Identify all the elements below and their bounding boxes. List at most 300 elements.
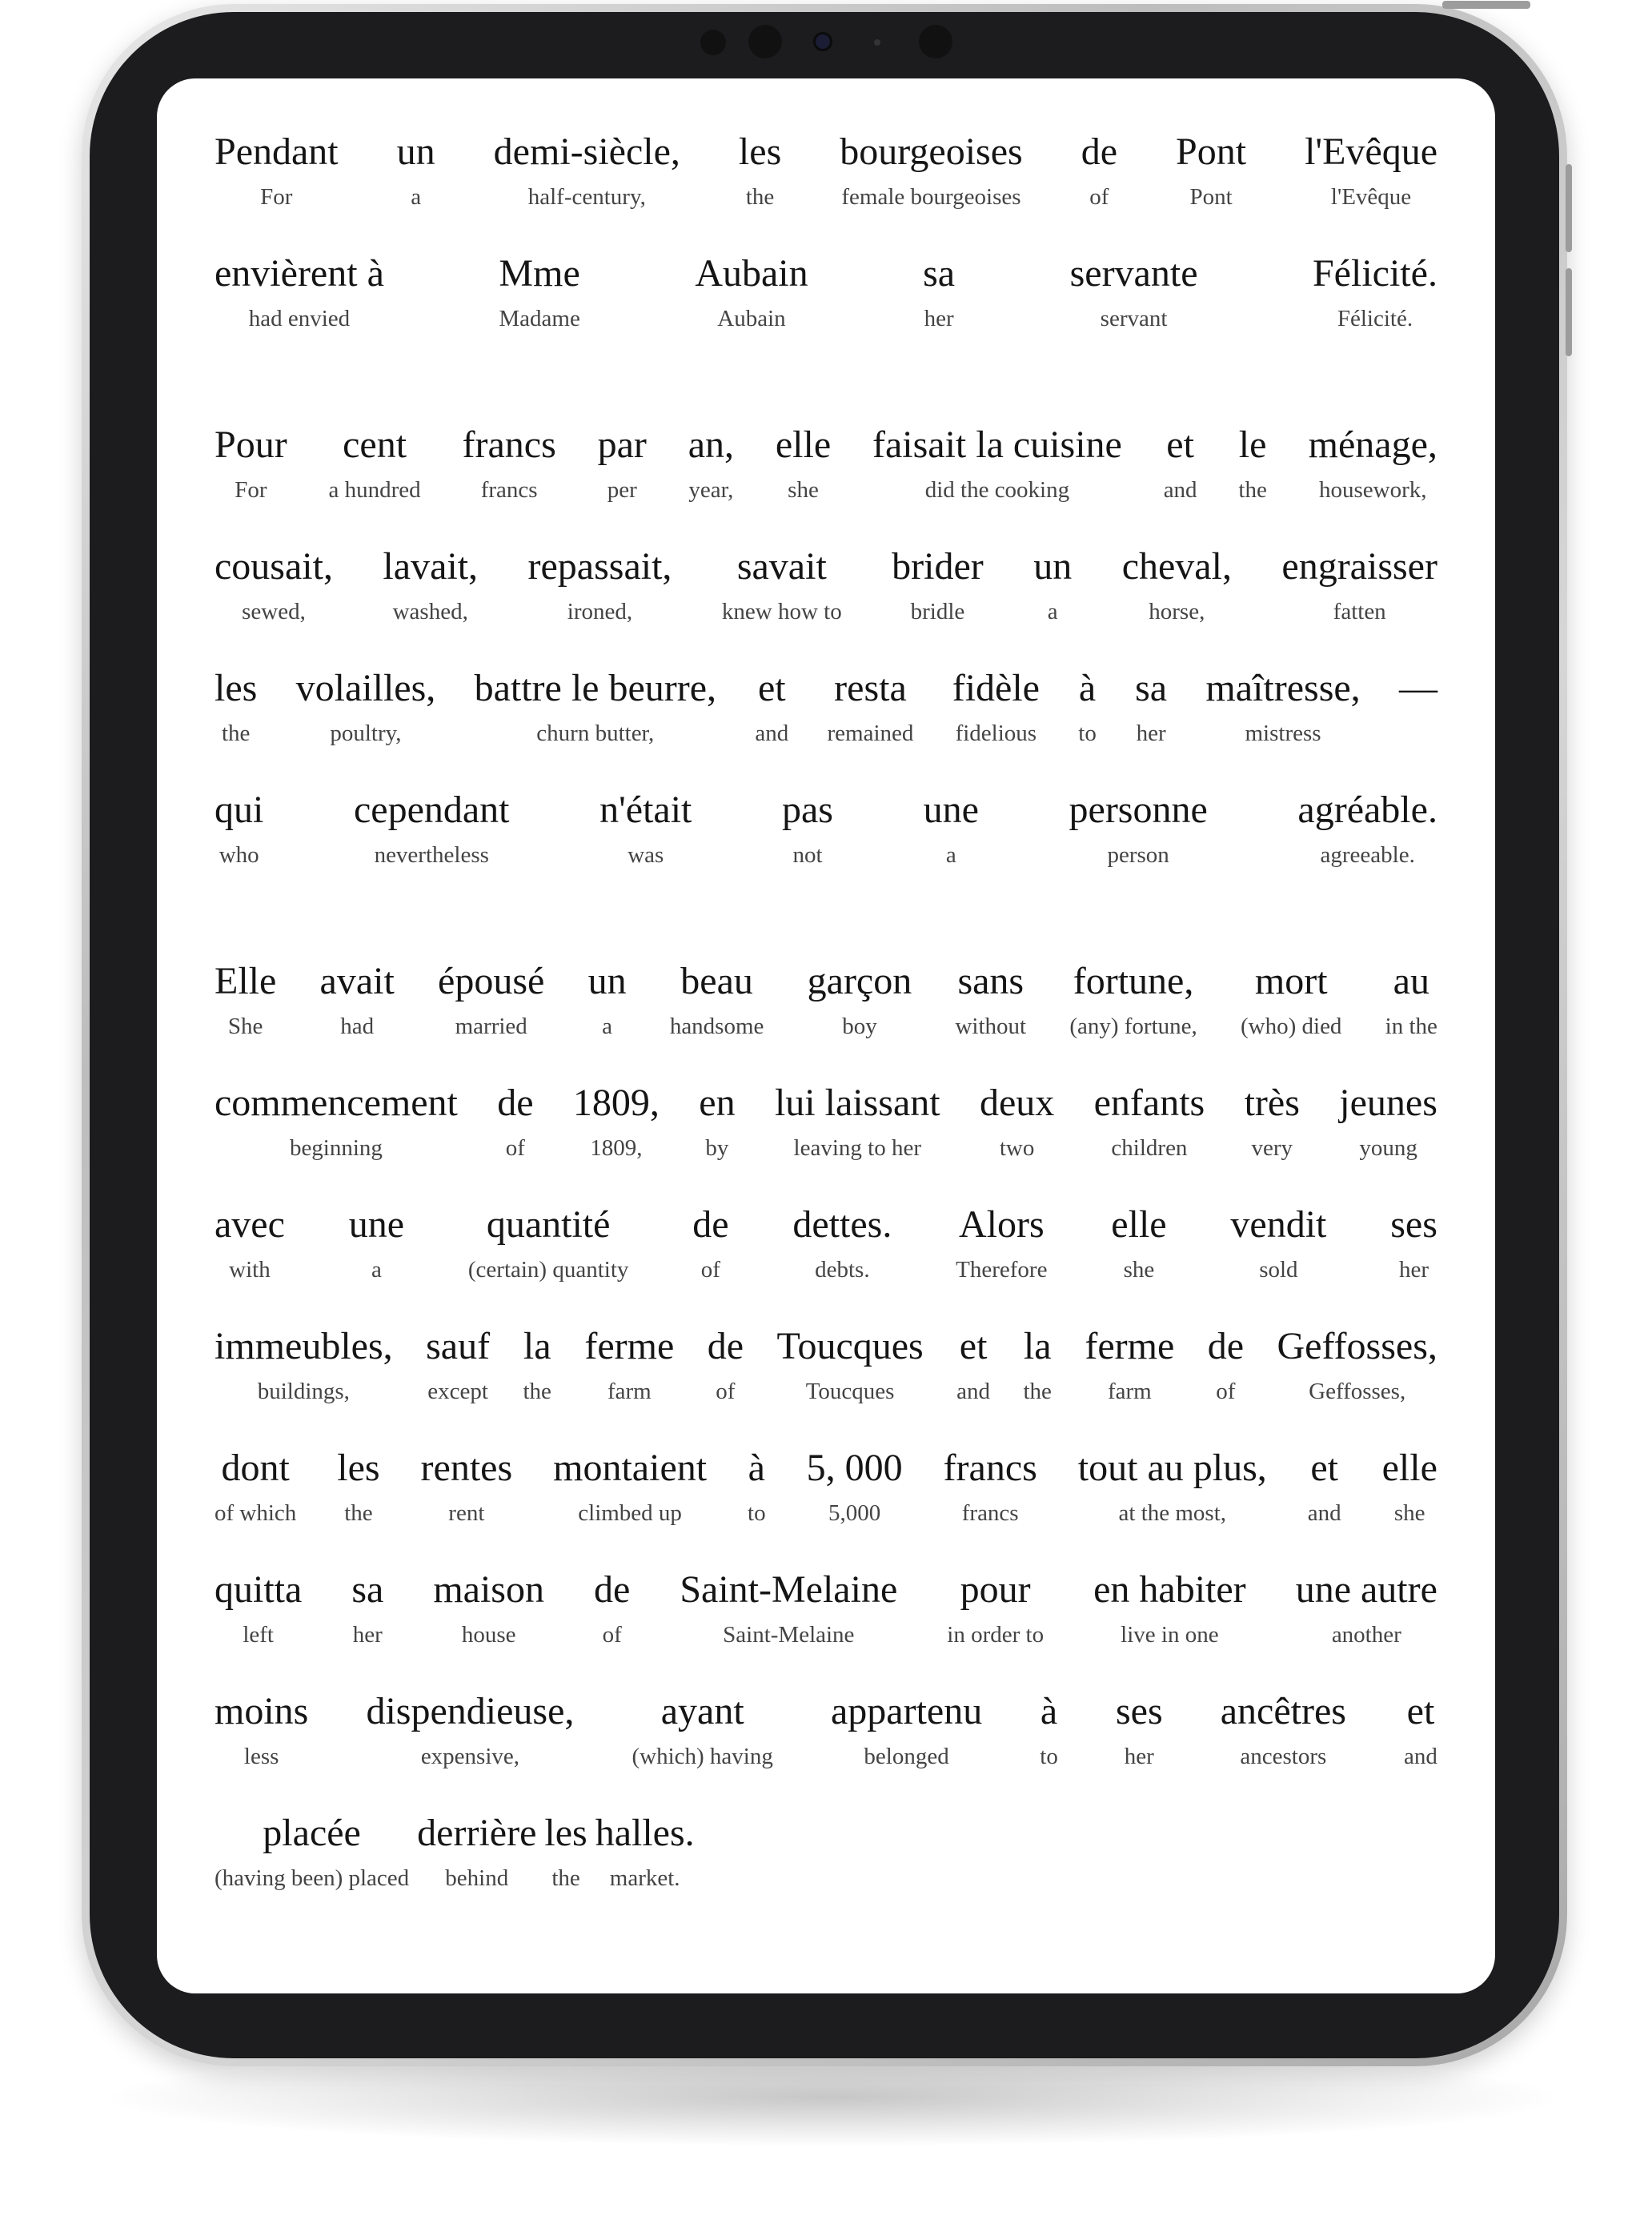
word-pair[interactable] — [468, 1199, 629, 1286]
english-gloss: who — [219, 842, 259, 868]
french-word: cousait, — [215, 545, 333, 588]
word-pair[interactable] — [1069, 956, 1197, 1042]
word-pair[interactable] — [980, 1078, 1054, 1164]
english-gloss: her — [1399, 1257, 1429, 1283]
word-pair[interactable] — [215, 1199, 285, 1286]
word-pair[interactable] — [497, 1078, 533, 1164]
english-gloss: the — [1023, 1379, 1052, 1404]
french-word: Geffosses, — [1277, 1325, 1437, 1367]
word-pair[interactable] — [1023, 1321, 1051, 1407]
word-pair[interactable] — [831, 1686, 982, 1772]
french-word: resta — [834, 667, 907, 709]
french-word: Elle — [215, 960, 277, 1002]
text-line — [215, 785, 1437, 906]
french-word: quantité — [486, 1203, 611, 1246]
french-word: tout au plus, — [1077, 1447, 1267, 1489]
word-pair[interactable] — [215, 1686, 308, 1772]
word-pair[interactable] — [337, 1443, 379, 1529]
word-pair[interactable] — [1070, 248, 1198, 335]
word-pair[interactable] — [670, 956, 764, 1042]
french-word: avec — [215, 1203, 285, 1246]
text-line — [215, 126, 1437, 248]
english-gloss: For — [235, 477, 267, 503]
english-gloss: the — [221, 721, 251, 746]
word-pair[interactable] — [1297, 785, 1437, 871]
french-word: Pont — [1176, 130, 1247, 173]
french-word: et — [959, 1325, 988, 1367]
english-gloss: belonged — [864, 1744, 949, 1769]
french-word: beau — [680, 960, 753, 1002]
english-gloss: washed, — [392, 599, 468, 624]
french-word: fortune, — [1073, 960, 1194, 1002]
french-word: épousé — [438, 960, 545, 1002]
english-gloss: francs — [480, 477, 538, 503]
english-gloss: of — [602, 1622, 622, 1648]
english-gloss: had envied — [248, 306, 351, 331]
english-gloss: her — [1124, 1744, 1154, 1769]
word-pair[interactable] — [688, 420, 734, 506]
french-word: repassait, — [527, 545, 672, 588]
word-pair[interactable] — [499, 248, 579, 335]
word-pair[interactable] — [320, 956, 395, 1042]
word-pair[interactable] — [215, 541, 333, 628]
french-word: commencement — [215, 1082, 458, 1124]
english-gloss: half-century, — [527, 184, 646, 210]
word-pair[interactable] — [1176, 126, 1246, 213]
word-pair[interactable] — [892, 541, 984, 628]
word-pair[interactable] — [544, 1808, 587, 1894]
english-gloss: poultry, — [330, 721, 402, 746]
text-line — [215, 248, 1437, 370]
french-word: dispendieuse, — [366, 1690, 575, 1732]
word-pair[interactable] — [599, 785, 692, 871]
french-word: une autre — [1295, 1568, 1437, 1611]
word-pair[interactable] — [1305, 126, 1437, 213]
english-gloss: with — [229, 1257, 271, 1283]
french-word: deux — [979, 1082, 1055, 1124]
french-word: la — [1023, 1325, 1052, 1367]
word-pair[interactable] — [1277, 1321, 1437, 1407]
word-pair[interactable] — [351, 1564, 383, 1651]
english-gloss: two — [999, 1135, 1035, 1161]
french-word: très — [1244, 1082, 1300, 1124]
word-pair[interactable] — [475, 663, 716, 749]
word-pair[interactable] — [329, 420, 421, 506]
english-gloss: ironed, — [567, 599, 633, 624]
english-gloss: servant — [1100, 306, 1168, 331]
word-pair[interactable] — [553, 1443, 707, 1529]
french-word: sa — [1135, 667, 1168, 709]
word-pair[interactable] — [1230, 1199, 1326, 1286]
word-pair[interactable] — [776, 420, 831, 506]
word-pair[interactable] — [215, 126, 339, 213]
word-pair[interactable] — [215, 248, 384, 335]
word-pair[interactable] — [955, 956, 1026, 1042]
english-gloss: sold — [1259, 1257, 1298, 1283]
french-word: derrière — [417, 1812, 537, 1854]
english-gloss: leaving to her — [793, 1135, 921, 1161]
french-word: sans — [957, 960, 1024, 1002]
word-pair[interactable] — [215, 1443, 296, 1529]
english-gloss: (certain) quantity — [467, 1257, 629, 1283]
text-line — [215, 1199, 1437, 1321]
french-word: et — [1310, 1447, 1338, 1489]
french-word: Félicité. — [1312, 252, 1437, 295]
french-word: appartenu — [830, 1690, 983, 1732]
english-gloss: (which) having — [632, 1744, 773, 1769]
word-pair[interactable] — [1081, 126, 1117, 213]
english-gloss: ancestors — [1240, 1744, 1327, 1769]
word-pair[interactable] — [680, 1564, 897, 1651]
word-pair[interactable] — [1116, 1686, 1163, 1772]
english-gloss: female bourgeoises — [841, 184, 1021, 210]
english-gloss: (having been) placed — [215, 1865, 410, 1891]
word-pair[interactable] — [776, 1321, 923, 1407]
english-gloss: horse, — [1149, 599, 1205, 624]
word-pair[interactable] — [595, 1808, 695, 1894]
english-gloss: Pont — [1189, 184, 1233, 210]
word-pair[interactable] — [924, 785, 979, 871]
word-pair[interactable] — [956, 1199, 1047, 1286]
english-gloss: climbed up — [578, 1500, 682, 1526]
word-pair[interactable] — [463, 420, 556, 506]
english-gloss: of — [716, 1379, 736, 1404]
word-pair[interactable] — [421, 1443, 513, 1529]
french-word: Pendant — [215, 130, 339, 173]
english-gloss: knew how to — [721, 599, 842, 624]
word-pair[interactable] — [588, 956, 627, 1042]
french-word: un — [587, 960, 627, 1002]
top-button — [1442, 1, 1530, 9]
word-pair[interactable] — [739, 126, 781, 213]
word-pair[interactable] — [417, 1808, 536, 1894]
english-gloss: sewed, — [242, 599, 306, 624]
french-word: bourgeoises — [840, 130, 1023, 173]
word-pair[interactable] — [397, 126, 435, 213]
english-gloss: remained — [827, 721, 914, 746]
word-pair[interactable] — [438, 956, 544, 1042]
french-word: le — [1238, 424, 1267, 466]
word-pair[interactable] — [1382, 1443, 1437, 1529]
english-gloss: young — [1359, 1135, 1417, 1161]
word-pair[interactable] — [1245, 1078, 1300, 1164]
english-gloss: (any) fortune, — [1069, 1014, 1197, 1039]
word-pair[interactable] — [215, 1078, 458, 1164]
english-gloss: francs — [961, 1500, 1019, 1526]
french-word: demi-siècle, — [493, 130, 680, 173]
french-word: la — [523, 1325, 551, 1367]
word-pair[interactable] — [215, 663, 257, 749]
word-pair[interactable] — [1385, 956, 1437, 1042]
english-gloss: churn butter, — [536, 721, 655, 746]
text-line — [215, 663, 1437, 785]
paragraph-gap — [215, 906, 1437, 956]
english-gloss: Therefore — [956, 1257, 1048, 1283]
french-word: sauf — [426, 1325, 491, 1367]
word-pair[interactable] — [1221, 1686, 1346, 1772]
french-word: cependant — [353, 789, 510, 831]
english-gloss: per — [607, 477, 637, 503]
french-word: halles. — [595, 1812, 695, 1854]
french-word: an, — [688, 424, 735, 466]
word-pair[interactable] — [215, 1564, 302, 1651]
english-gloss: (who) died — [1241, 1014, 1342, 1039]
english-gloss: the — [745, 184, 775, 210]
english-gloss: market. — [609, 1865, 680, 1891]
french-word: servante — [1069, 252, 1198, 295]
word-pair[interactable] — [215, 420, 287, 506]
french-word: quitta — [215, 1568, 303, 1611]
english-gloss: had — [340, 1014, 375, 1039]
word-pair[interactable] — [1404, 1686, 1437, 1772]
word-pair[interactable] — [1135, 663, 1167, 749]
french-word: volailles, — [295, 667, 436, 709]
english-gloss: did the cooking — [924, 477, 1070, 503]
word-pair[interactable] — [952, 663, 1040, 749]
paragraph-gap — [215, 370, 1437, 420]
word-pair[interactable] — [1308, 1443, 1341, 1529]
english-gloss: fatten — [1333, 599, 1386, 624]
french-word: elle — [775, 424, 832, 466]
sensor-icon — [700, 30, 726, 55]
word-pair[interactable] — [956, 1321, 990, 1407]
french-word: en habiter — [1093, 1568, 1246, 1611]
word-pair[interactable] — [1238, 420, 1266, 506]
english-gloss: farm — [1107, 1379, 1152, 1404]
english-gloss: to — [748, 1500, 766, 1526]
word-pair[interactable] — [1078, 1443, 1267, 1529]
french-word: Saint-Melaine — [680, 1568, 898, 1611]
french-word: elle — [1111, 1203, 1167, 1246]
word-pair[interactable] — [923, 248, 955, 335]
english-gloss: a — [945, 842, 956, 868]
text-line — [215, 956, 1437, 1078]
english-gloss: live in one — [1121, 1622, 1219, 1648]
word-pair[interactable] — [594, 1564, 630, 1651]
english-gloss: expensive, — [420, 1744, 520, 1769]
english-gloss: year, — [688, 477, 734, 503]
word-pair[interactable] — [808, 956, 912, 1042]
french-word: au — [1393, 960, 1429, 1002]
word-pair[interactable] — [840, 126, 1022, 213]
french-word: fidèle — [952, 667, 1040, 709]
word-pair[interactable] — [433, 1564, 544, 1651]
french-word: ménage, — [1308, 424, 1437, 466]
french-word: maison — [433, 1568, 544, 1611]
english-gloss: Toucques — [805, 1379, 895, 1404]
english-gloss: the — [523, 1379, 551, 1404]
english-gloss: mistress — [1245, 721, 1321, 746]
word-pair[interactable] — [1241, 956, 1341, 1042]
volume-up-button — [1566, 164, 1572, 252]
word-pair[interactable] — [699, 1078, 735, 1164]
french-word: ses — [1390, 1203, 1437, 1246]
english-gloss: of — [1089, 184, 1109, 210]
word-pair[interactable] — [215, 1808, 409, 1894]
english-gloss: buildings, — [257, 1379, 350, 1404]
word-pair[interactable] — [692, 1199, 728, 1286]
english-gloss: 1809, — [590, 1135, 643, 1161]
word-pair[interactable] — [792, 1199, 892, 1286]
french-word: 1809, — [572, 1082, 660, 1124]
word-pair[interactable] — [366, 1686, 574, 1772]
english-gloss: 5,000 — [828, 1500, 881, 1526]
word-pair[interactable] — [1390, 1199, 1437, 1286]
word-pair[interactable] — [695, 248, 808, 335]
french-word: Pour — [215, 424, 287, 466]
english-gloss: she — [788, 477, 819, 503]
french-word: envièrent à — [215, 252, 384, 295]
word-pair[interactable] — [354, 785, 510, 871]
french-word: et — [757, 667, 786, 709]
word-pair[interactable] — [947, 1564, 1044, 1651]
french-word: enfants — [1093, 1082, 1205, 1124]
english-gloss: Aubain — [717, 306, 786, 331]
english-gloss: a hundred — [328, 477, 421, 503]
french-word: Alors — [958, 1203, 1045, 1246]
word-pair[interactable] — [1296, 1564, 1437, 1651]
english-gloss: person — [1107, 842, 1169, 868]
french-word: et — [1166, 424, 1194, 466]
french-word: qui — [215, 789, 264, 831]
word-pair[interactable] — [944, 1443, 1037, 1529]
french-word: cheval, — [1121, 545, 1232, 588]
english-gloss: agreeable. — [1320, 842, 1415, 868]
french-word: à — [748, 1447, 765, 1489]
english-gloss: she — [1393, 1500, 1425, 1526]
word-pair[interactable] — [1309, 420, 1437, 506]
french-word: de — [1207, 1325, 1245, 1367]
word-pair[interactable] — [1399, 663, 1437, 717]
word-pair[interactable] — [872, 420, 1122, 506]
french-word: les — [544, 1812, 587, 1854]
text-line — [215, 1321, 1437, 1443]
camera-icon — [813, 32, 832, 51]
word-pair[interactable] — [215, 956, 276, 1042]
word-pair[interactable] — [1040, 1686, 1058, 1772]
french-word: à — [1078, 667, 1097, 709]
french-word: moins — [215, 1690, 309, 1732]
interlinear-text — [215, 126, 1437, 1929]
english-gloss: Madame — [499, 306, 580, 331]
word-pair[interactable] — [1208, 1321, 1244, 1407]
french-word: francs — [462, 424, 556, 466]
french-word: pour — [960, 1568, 1031, 1611]
english-gloss: to — [1078, 721, 1097, 746]
paragraph — [215, 420, 1437, 906]
word-pair[interactable] — [494, 126, 680, 213]
english-gloss: a — [602, 1014, 613, 1039]
english-gloss: at the most, — [1118, 1500, 1227, 1526]
word-pair[interactable] — [426, 1321, 490, 1407]
english-gloss: left — [243, 1622, 274, 1648]
word-pair[interactable] — [1339, 1078, 1437, 1164]
english-gloss: the — [551, 1865, 580, 1891]
word-pair[interactable] — [1111, 1199, 1166, 1286]
english-gloss: her — [924, 306, 954, 331]
word-pair[interactable] — [573, 1078, 660, 1164]
word-pair[interactable] — [748, 1443, 766, 1529]
french-word: jeunes — [1339, 1082, 1437, 1124]
word-pair[interactable] — [828, 663, 914, 749]
english-gloss: in the — [1385, 1014, 1437, 1039]
french-word: avait — [319, 960, 395, 1002]
word-pair[interactable] — [296, 663, 436, 749]
word-pair[interactable] — [1164, 420, 1197, 506]
word-pair[interactable] — [598, 420, 647, 506]
word-pair[interactable] — [523, 1321, 551, 1407]
french-word: n'était — [599, 789, 692, 831]
english-gloss: and — [1307, 1500, 1341, 1526]
word-pair[interactable] — [1122, 541, 1232, 628]
french-word: ses — [1115, 1690, 1163, 1732]
english-gloss: and — [1163, 477, 1197, 503]
word-pair[interactable] — [349, 1199, 404, 1286]
english-gloss: housework, — [1319, 477, 1427, 503]
french-word: et — [1406, 1690, 1435, 1732]
word-pair[interactable] — [215, 1321, 393, 1407]
word-pair[interactable] — [1078, 663, 1097, 749]
paragraph — [215, 956, 1437, 1929]
word-pair[interactable] — [528, 541, 672, 628]
english-gloss: debts. — [815, 1257, 870, 1283]
word-pair[interactable] — [1033, 541, 1072, 628]
french-word: Mme — [499, 252, 580, 295]
word-pair[interactable] — [1093, 1564, 1246, 1651]
french-word: les — [738, 130, 782, 173]
french-word: sa — [351, 1568, 384, 1611]
word-pair[interactable] — [383, 541, 478, 628]
english-gloss: Saint-Melaine — [723, 1622, 855, 1648]
english-gloss: rent — [448, 1500, 485, 1526]
english-gloss: Félicité. — [1337, 306, 1413, 331]
word-pair[interactable] — [1085, 1321, 1174, 1407]
word-pair[interactable] — [584, 1321, 674, 1407]
english-gloss: very — [1251, 1135, 1293, 1161]
word-pair[interactable] — [807, 1443, 903, 1529]
word-pair[interactable] — [1205, 663, 1360, 749]
french-word: ferme — [584, 1325, 675, 1367]
word-pair[interactable] — [215, 785, 263, 871]
french-word: faisait la cuisine — [872, 424, 1122, 466]
english-gloss: married — [455, 1014, 527, 1039]
french-word: dettes. — [792, 1203, 892, 1246]
french-word: de — [692, 1203, 729, 1246]
word-pair[interactable] — [708, 1321, 744, 1407]
french-word: personne — [1069, 789, 1208, 831]
word-pair[interactable] — [1094, 1078, 1205, 1164]
word-pair[interactable] — [755, 663, 788, 749]
french-word: maîtresse, — [1205, 667, 1361, 709]
word-pair[interactable] — [1313, 248, 1437, 335]
sensor-icon — [874, 39, 880, 46]
word-pair[interactable] — [1069, 785, 1208, 871]
word-pair[interactable] — [782, 785, 833, 871]
text-line — [215, 1686, 1437, 1808]
word-pair[interactable] — [632, 1686, 773, 1772]
english-gloss: beginning — [289, 1135, 383, 1161]
english-gloss: of — [700, 1257, 720, 1283]
english-gloss: a — [1047, 599, 1058, 624]
text-line — [215, 1078, 1437, 1199]
english-gloss: the — [344, 1500, 373, 1526]
word-pair[interactable] — [1281, 541, 1437, 628]
english-gloss: to — [1040, 1744, 1058, 1769]
word-pair[interactable] — [775, 1078, 940, 1164]
word-pair[interactable] — [722, 541, 842, 628]
text-line — [215, 541, 1437, 663]
french-word: mort — [1254, 960, 1328, 1002]
